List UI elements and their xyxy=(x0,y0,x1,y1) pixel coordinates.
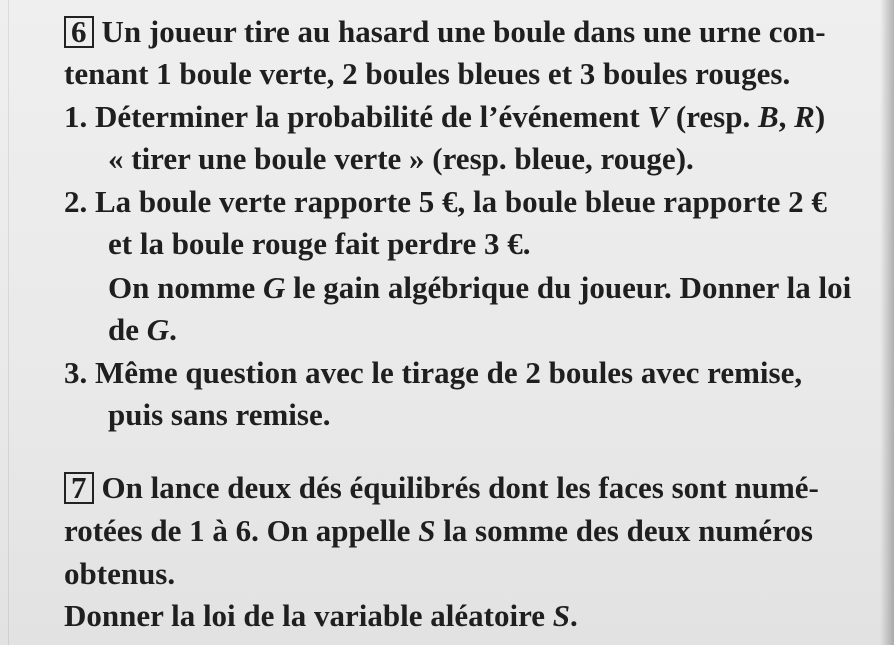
var-G: G xyxy=(263,270,286,305)
q2-text-4a: de xyxy=(108,312,147,347)
exercise-7-text-4b: . xyxy=(570,598,578,633)
exercise-7-text-1: On lance deux dés équilibrés dont les faces sont numé- xyxy=(101,470,819,505)
exercise-6-q3-line-1 xyxy=(64,355,802,391)
q3-label: 3. xyxy=(64,355,88,390)
exercise-7-line-3: obtenus. xyxy=(64,556,176,591)
q1-close: ) xyxy=(814,99,826,134)
exercise-6-q2-line-2: et la boule rouge fait perdre 3 €. xyxy=(108,226,531,261)
q2-text-1: La boule verte rapporte 5 €, la boule bleue rapporte 2 € xyxy=(95,184,827,219)
q1-text-a: Déterminer la probabilité de l’événement xyxy=(95,99,648,134)
exercise-7-text-2a: rotées de 1 à 6. On appelle xyxy=(64,513,419,548)
q2-label: 2. xyxy=(64,184,88,219)
exercise-7-line-2 xyxy=(64,513,813,549)
var-V: V xyxy=(647,99,669,134)
exercise-6-q1-line-1 xyxy=(64,99,825,135)
q2-text-3b: le gain algébrique du joueur. Donner la loi xyxy=(285,270,852,305)
page-edge-rule xyxy=(8,0,9,645)
exercise-6-q1-line-2: « tirer une boule verte » (resp. bleue, rouge). xyxy=(108,141,694,176)
exercise-6-intro-1: Un joueur tire au hasard une boule dans une urne con- xyxy=(101,14,826,49)
exercise-6-q2-line-4 xyxy=(108,312,177,348)
exercise-7-text-4a: Donner la loi de la variable aléatoire xyxy=(64,598,553,633)
exercise-6-intro-2: tenant 1 boule verte, 2 boules bleues et 3 boules rouges. xyxy=(64,56,791,91)
var-S-2: S xyxy=(552,598,571,633)
exercise-7-line-1 xyxy=(64,470,819,506)
exercise-6-q2-line-3 xyxy=(108,270,851,306)
q1-label: 1. xyxy=(64,99,88,134)
page-right-shadow xyxy=(880,0,894,645)
var-B: B xyxy=(757,99,779,134)
q1-comma: , xyxy=(778,99,795,134)
q1-text-b: (resp. xyxy=(668,99,758,134)
var-G-2: G xyxy=(146,312,170,347)
var-S: S xyxy=(418,513,436,548)
var-R: R xyxy=(794,99,815,134)
exercise-7-number: 7 xyxy=(64,472,94,504)
exercise-6-line-1 xyxy=(64,14,826,50)
exercise-6-q3-line-2: puis sans remise. xyxy=(108,397,331,432)
exercise-7-text-2b: la somme des deux numéros xyxy=(435,513,813,548)
q2-text-3a: On nomme xyxy=(108,270,263,305)
q2-text-4b: . xyxy=(169,312,177,347)
exercise-6-number: 6 xyxy=(64,16,94,48)
q3-text-1: Même question avec le tirage de 2 boules avec remise, xyxy=(95,355,803,390)
exercise-6-q2-line-1 xyxy=(64,184,827,220)
exercise-7-line-4 xyxy=(64,598,578,634)
